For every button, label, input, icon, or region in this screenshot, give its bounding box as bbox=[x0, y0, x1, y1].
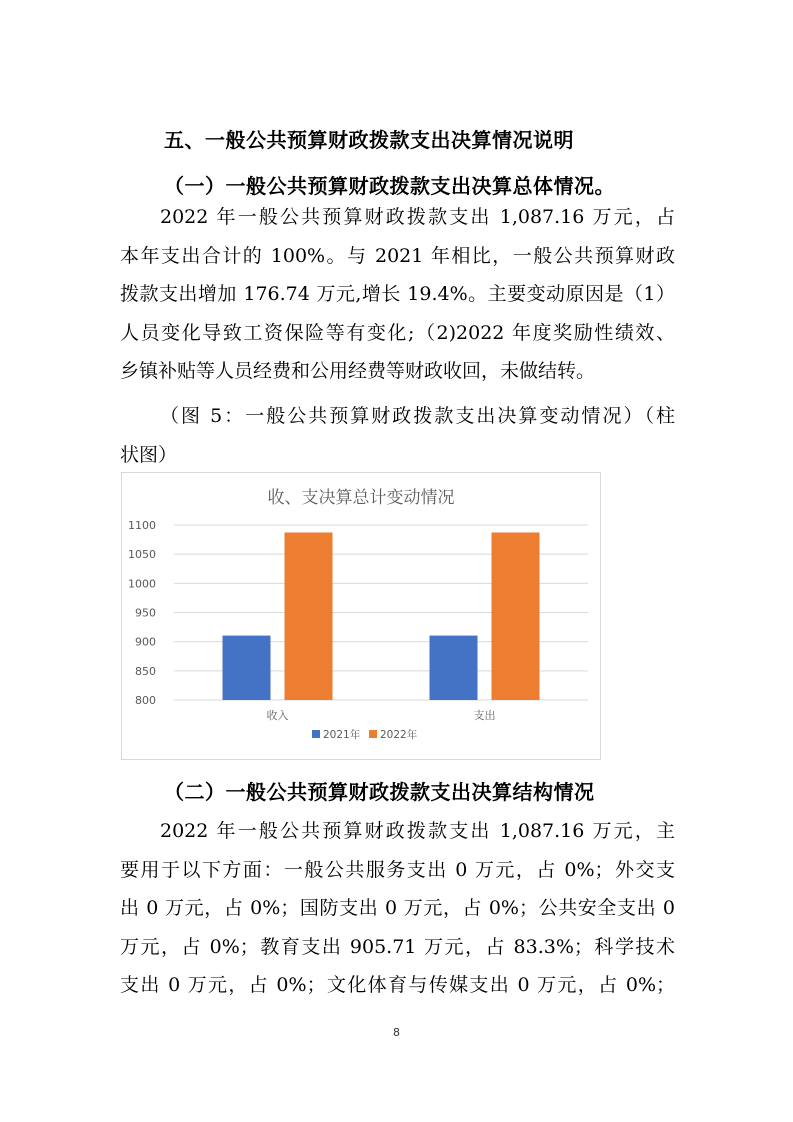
paragraph-line: 要用于以下方面：一般公共服务支出 0 万元，占 0%；外交支 bbox=[120, 858, 675, 881]
paragraph-line: 出 0 万元，占 0%；国防支出 0 万元，占 0%；公共安全支出 0 bbox=[120, 897, 675, 919]
chart-canvas bbox=[122, 473, 600, 759]
chart-title: 收、支决算总计变动情况 bbox=[267, 488, 455, 508]
page-number: 8 bbox=[393, 1026, 400, 1039]
caption-line: （图 5：一般公共预算财政拨款支出决算变动情况）（柱 bbox=[160, 405, 675, 427]
bar-2022年-支出 bbox=[492, 532, 540, 700]
paragraph-line: 万元，占 0%；教育支出 905.71 万元，占 83.3%；科学技术 bbox=[120, 935, 675, 958]
paragraph-line: 拨款支出增加 176.74 万元,增长 19.4%。主要变动原因是（1） bbox=[120, 283, 675, 305]
bar-2021年-收入 bbox=[223, 636, 271, 700]
y-tick-label: 1050 bbox=[128, 548, 156, 562]
paragraph-line: 乡镇补贴等人员经费和公用经费等财政收回，未做结转。 bbox=[120, 360, 596, 382]
legend-swatch bbox=[369, 730, 377, 738]
bar-2022年-收入 bbox=[285, 532, 333, 700]
paragraph-line: 支出 0 万元，占 0%；文化体育与传媒支出 0 万元，占 0%； bbox=[120, 974, 675, 996]
y-tick-label: 1100 bbox=[128, 519, 156, 532]
y-tick-label: 850 bbox=[135, 664, 156, 678]
bar-chart bbox=[121, 472, 601, 760]
paragraph-line: 本年支出合计的 100%。与 2021 年相比，一般公共预算财政 bbox=[120, 244, 675, 267]
paragraph-overall bbox=[120, 198, 675, 391]
y-tick-label: 900 bbox=[135, 635, 156, 649]
bar-2021年-支出 bbox=[430, 636, 478, 700]
y-tick-label: 950 bbox=[135, 606, 156, 620]
legend-swatch bbox=[312, 730, 320, 738]
caption-line: 状图） bbox=[120, 443, 178, 466]
x-tick-label: 收入 bbox=[266, 709, 289, 722]
legend-label: 2021年 bbox=[323, 729, 361, 741]
paragraph-structure bbox=[120, 812, 675, 1005]
paragraph-line: 2022 年一般公共预算财政拨款支出 1,087.16 万元，占 bbox=[160, 206, 675, 228]
subheading-structure: （二）一般公共预算财政拨款支出决算结构情况 bbox=[164, 780, 595, 804]
y-tick-label: 1000 bbox=[128, 577, 156, 591]
paragraph-line: 人员变化导致工资保险等有变化;（2)2022 年度奖励性绩效、 bbox=[120, 321, 675, 344]
figure-caption bbox=[120, 397, 675, 474]
y-tick-label: 800 bbox=[135, 694, 156, 707]
legend-label: 2022年 bbox=[380, 729, 418, 741]
x-tick-label: 支出 bbox=[473, 709, 496, 722]
paragraph-line: 2022 年一般公共预算财政拨款支出 1,087.16 万元，主 bbox=[160, 820, 675, 842]
subheading-overall: （一）一般公共预算财政拨款支出决算总体情况。 bbox=[164, 174, 615, 198]
section-heading: 五、一般公共预算财政拨款支出决算情况说明 bbox=[164, 128, 574, 152]
